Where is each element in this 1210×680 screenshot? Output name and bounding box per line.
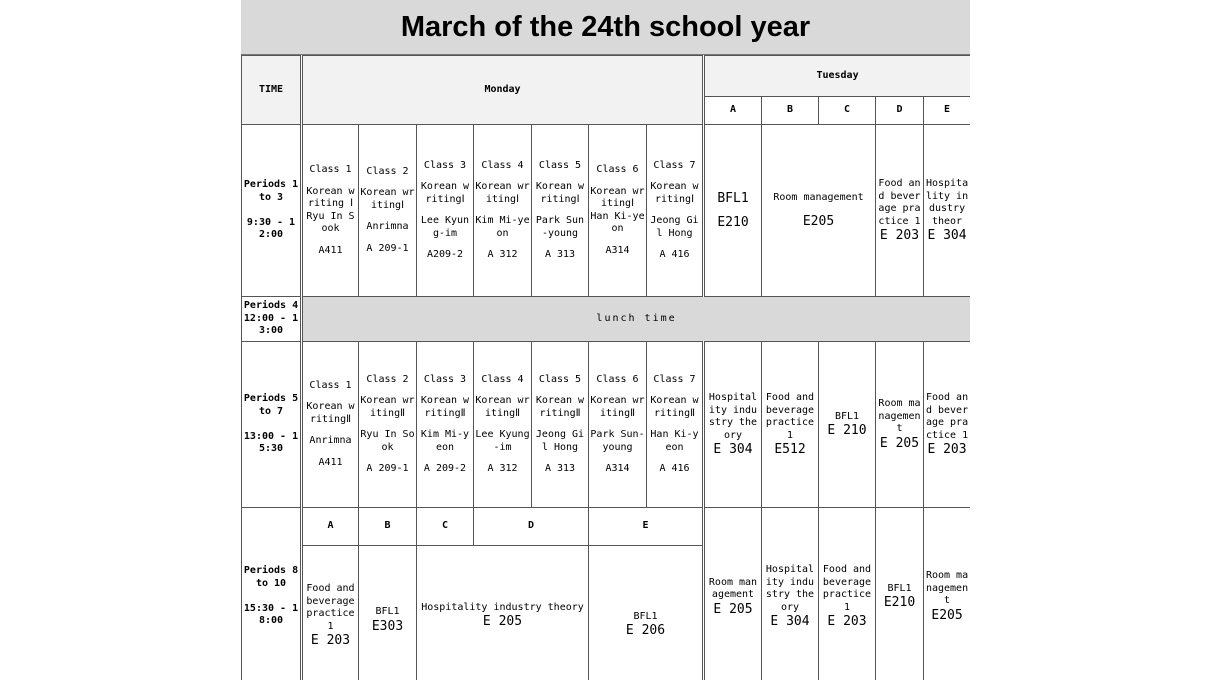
group-cell: BFL1 E303 (359, 546, 417, 680)
monday-group-a: A (302, 508, 359, 546)
monday-group-c: C (417, 508, 474, 546)
tuesday-cell: Room management E205 (762, 125, 876, 297)
tuesday-cell: Hospitality industry theor E 304 (924, 125, 971, 297)
class-cell: Class 2 Korean writingⅠ Anrimna A 209-1 (359, 125, 417, 297)
tuesday-cell: Hospitality industry theory E 304 (762, 508, 819, 680)
class-cell: Class 3 Korean writingⅠ Lee Kyung-im A209-2 (417, 125, 474, 297)
tuesday-cell: Food and beverage practice 1 E512 (762, 342, 819, 508)
period-label: Periods 1 to 3 9:30 - 12:00 (242, 125, 302, 297)
class-cell: Class 2 Korean writingⅡ Ryu In Sook A 209-1 (359, 342, 417, 508)
class-cell: Class 7 Korean writingⅡ Han Ki-yeon A 416 (647, 342, 704, 508)
tuesday-cell: Room management E 205 (704, 508, 762, 680)
period-label: Periods 4 12:00 - 13:00 (242, 297, 302, 342)
period-row-1 (242, 125, 971, 297)
tuesday-cell: Food and beverage practice 1 E 203 (876, 125, 924, 297)
period-row-3-groups (242, 508, 971, 546)
tuesday-group-c: C (819, 97, 876, 125)
header-row (242, 56, 971, 97)
lunch-band: lunch time (302, 297, 971, 342)
tuesday-cell: Room management E205 (924, 508, 971, 680)
class-cell: Class 1 Korean writingⅡ Anrimna A411 (302, 342, 359, 508)
tuesday-cell: Hospitality industry theory E 304 (704, 342, 762, 508)
tuesday-group-a: A (704, 97, 762, 125)
period-label: Periods 5 to 7 13:00 - 15:30 (242, 342, 302, 508)
tuesday-group-b: B (762, 97, 819, 125)
group-cell: Hospitality industry theory E 205 (417, 546, 589, 680)
class-cell: Class 4 Korean writingⅡ Lee Kyung-im A 312 (474, 342, 532, 508)
class-cell: Class 3 Korean writingⅡ Kim Mi-yeon A 209-2 (417, 342, 474, 508)
period-row-2 (242, 342, 971, 508)
tuesday-cell: Food and beverage practice 1 E 203 (924, 342, 971, 508)
tuesday-header: Tuesday (704, 56, 971, 97)
monday-group-b: B (359, 508, 417, 546)
monday-group-d: D (474, 508, 589, 546)
monday-group-e: E (589, 508, 704, 546)
tuesday-group-d: D (876, 97, 924, 125)
class-cell: Class 7 Korean writingⅠ Jeong Gil Hong A 416 (647, 125, 704, 297)
lunch-row (242, 297, 971, 342)
tuesday-cell: BFL1 E 210 (819, 342, 876, 508)
class-cell: Class 5 Korean writingⅡ Jeong Gil Hong A 313 (532, 342, 589, 508)
class-cell: Class 5 Korean writingⅠ Park Sun-young A 313 (532, 125, 589, 297)
title-bar (241, 0, 970, 55)
timetable-sheet (241, 0, 970, 680)
period-label: Periods 8 to 10 15:30 - 18:00 (242, 508, 302, 680)
group-cell: Food and beverage practice 1 E 203 (302, 546, 359, 680)
class-cell: Class 4 Korean writingⅠ Kim Mi-yeon A 312 (474, 125, 532, 297)
page-title: March of the 24th school year (400, 10, 811, 43)
monday-header: Monday (302, 56, 704, 125)
tuesday-cell: Room management E 205 (876, 342, 924, 508)
tuesday-cell: BFL1 E210 (704, 125, 762, 297)
time-header: TIME (242, 56, 302, 125)
tuesday-cell: Food and beverage practice 1 E 203 (819, 508, 876, 680)
tuesday-cell: BFL1 E210 (876, 508, 924, 680)
class-cell: Class 6 Korean writingⅠ Han Ki-yeon A314 (589, 125, 647, 297)
timetable (241, 55, 970, 680)
class-cell: Class 6 Korean writingⅡ Park Sun-young A314 (589, 342, 647, 508)
class-cell: Class 1 Korean writing Ⅰ Ryu In Sook A411 (302, 125, 359, 297)
group-cell: BFL1 E 206 (589, 546, 704, 680)
tuesday-group-e: E (924, 97, 971, 125)
